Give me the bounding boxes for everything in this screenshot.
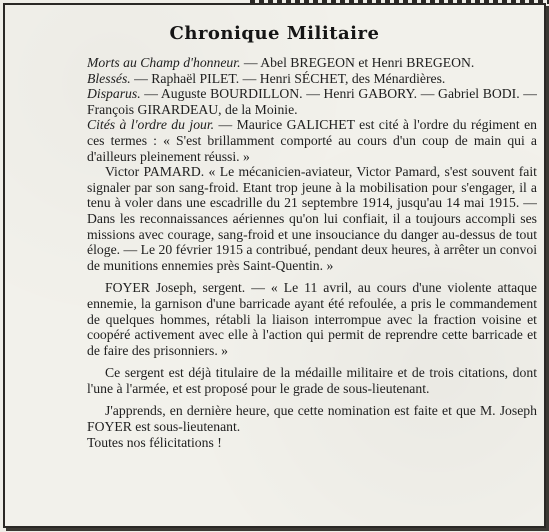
article-title: Chronique Militaire [169,23,380,44]
cites-label: Cités à l'ordre du jour. [87,117,215,133]
disparus-text: — Auguste BOURDILLON. — Henri GABORY. — Gabriel BODI. — François GIRARDEAU, de la Moinie. [87,86,537,117]
cites-paragraph [87,117,537,164]
blesses-paragraph [87,71,537,87]
disparus-label: Disparus. [87,86,141,102]
blesses-label: Blessés. [87,70,131,86]
morts-text: — Abel BREGEON et Henri BREGEON. [240,55,475,70]
sergent-paragraph: Ce sergent est déjà titulaire de la médaille militaire et de trois citations, dont l'une à l'armée, et est proposé pour le grade de sous-lieutenant. [87,365,537,396]
disparus-paragraph [87,86,537,117]
pamard-paragraph: Victor PAMARD. « Le mécanicien-aviateur, Victor Pamard, s'est souvent fait signaler par son sang-froid. Etant trop jeune à la mobilisation pour s'engager, il a tenu à voler dans une escadrille du 21 septembre 1914, jusqu'au 14 mai 1915. — Dans les reconnaissances aériennes qu'on lui confiait, il a toujours accompli ses missions avec courage, sang-froid et une insouciance du danger au-dessus de tout éloge. — Le 20 février 1915 a contribué, pendant deux heures, à arrêter un convoi de munitions ennemies près Saint-Quentin. » [87,164,537,273]
blesses-text: — Raphaël PILET. — Henri SÉCHET, des Ménardières. [130,70,446,86]
nomination-paragraph: J'apprends, en dernière heure, que cette nomination est faite et que M. Joseph FOYER est sous-lieutenant. [87,403,537,435]
cites-text: — Maurice GALICHET est cité à l'ordre du régiment en ces termes : « S'est brillamment comporté au cours d'un coup de main qui a d'ailleurs pleinement réussi. » [87,117,537,164]
article-body [87,55,537,525]
document-frame [3,3,546,528]
foyer-paragraph: FOYER Joseph, sergent. — « Le 11 avril, au cours d'une violente attaque ennemie, la garnison d'une barricade ayant été refoulée, a pris le commandement de quelques hommes, rétabli la liaison interrompue avec la fraction voisine et coopéré activement avec elle à l'action qui permit de reprendre cette barricade et de faire des prisonniers. » [87,280,537,358]
felicitations-paragraph: Toutes nos félicitations ! [87,434,222,450]
morts-paragraph [87,55,537,71]
morts-label: Morts au Champ d'honneur. [87,55,241,70]
